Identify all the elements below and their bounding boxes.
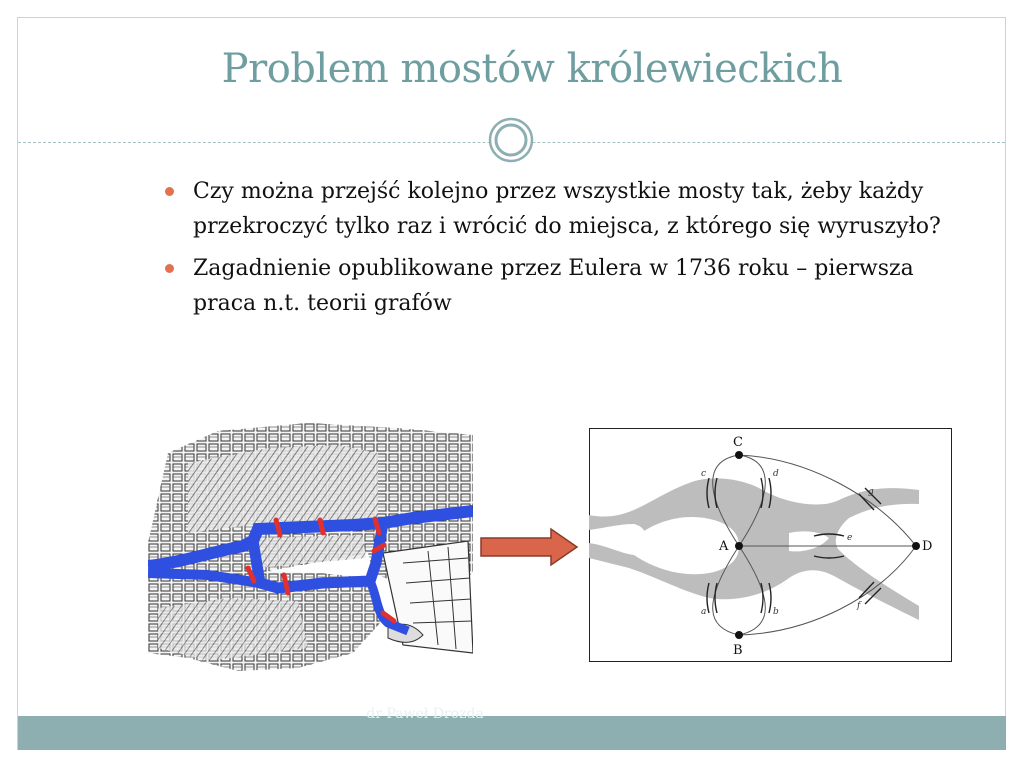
bullet-list — [163, 174, 953, 328]
euler-bridge-diagram — [589, 428, 952, 662]
konigsberg-map-image — [148, 423, 473, 673]
bullet-dot-icon — [165, 264, 174, 273]
right-arrow-icon — [479, 527, 579, 567]
bullet-dot-icon — [165, 187, 174, 196]
bridge-label-b: b — [773, 607, 779, 617]
bridge-label-c: c — [701, 469, 707, 479]
bridge-label-g: g — [868, 487, 874, 497]
bridge-label-e: e — [847, 533, 853, 543]
bridge-label-f: f — [857, 601, 861, 611]
node-label-d: D — [922, 539, 933, 554]
bridge-label-d: d — [773, 469, 779, 479]
node-label-a: A — [719, 539, 729, 554]
bullet-text: Zagadnienie opublikowane przez Eulera w 1736 roku – pierwsza praca n.t. teorii grafów — [193, 256, 914, 316]
slide-title: Problem mostów królewieckich — [221, 46, 843, 92]
bullet-item — [163, 174, 953, 244]
bridge-label-a: a — [701, 607, 707, 617]
footer-author: dr Paweł Drozda — [366, 706, 484, 722]
bullet-item — [163, 251, 953, 321]
node-label-c: C — [733, 435, 743, 450]
double-circle-ornament-icon — [488, 117, 534, 163]
node-label-b: B — [733, 643, 743, 658]
bullet-text: Czy można przejść kolejno przez wszystkie mosty tak, żeby każdy przekroczyć tylko raz i wrócić do miejsca, z którego się wyruszyło? — [193, 179, 941, 239]
